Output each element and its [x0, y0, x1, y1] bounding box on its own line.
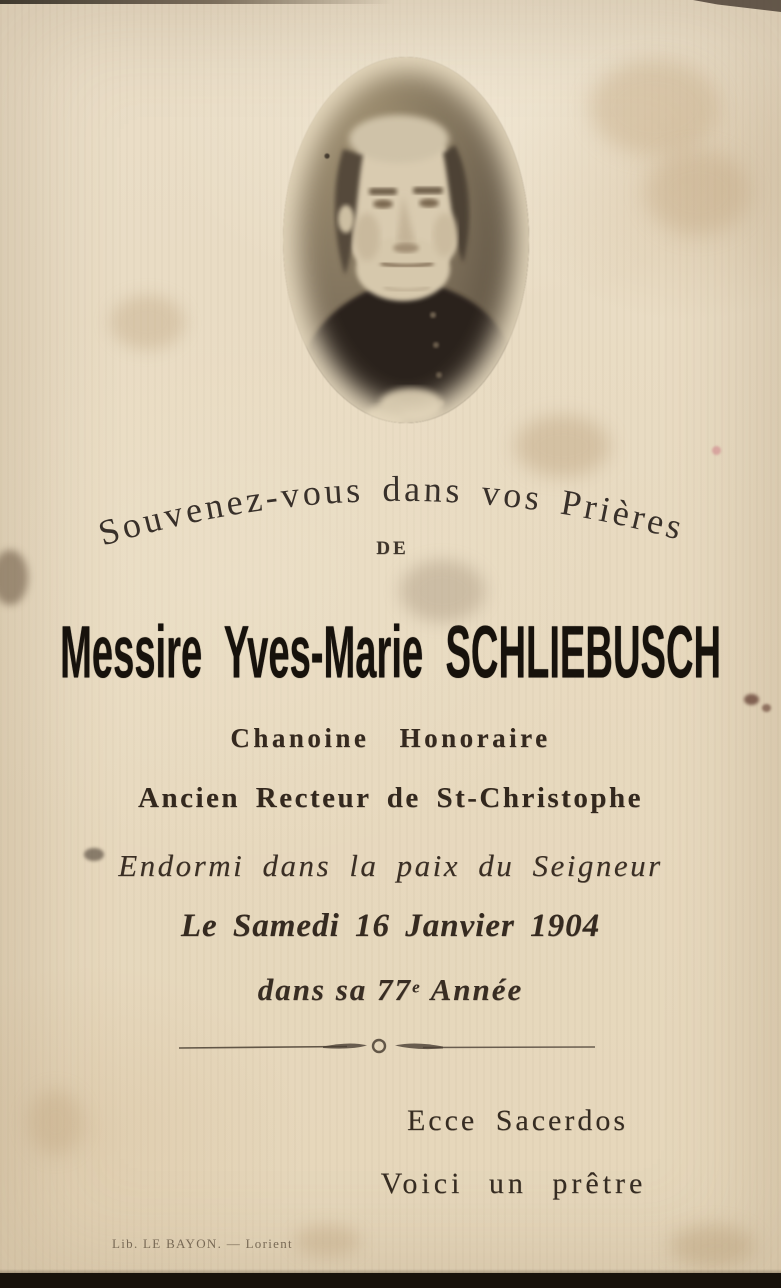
honorific-title-1: Chanoine Honoraire [230, 723, 551, 753]
paper-stain [590, 60, 720, 155]
honorific-title-2: Ancien Recteur de St-Christophe [138, 782, 643, 814]
motto-french: Voici un prêtre [380, 1167, 647, 1200]
age-prefix: dans sa 77 [257, 972, 413, 1007]
paper-stain [28, 1090, 83, 1155]
paper-stain [762, 704, 771, 712]
age-suffix: Année [430, 972, 524, 1007]
obituary-line-1: Endormi dans la paix du Seigneur [118, 848, 663, 883]
age-superscript: e [412, 977, 422, 997]
paper-stain [110, 295, 185, 350]
scan-edge-bottom [0, 1273, 781, 1288]
obituary-age-line [0, 972, 781, 1008]
deceased-name: Messire Yves-Marie SCHLIEBUSCH [60, 611, 721, 695]
motto-latin: Ecce Sacerdos [406, 1104, 629, 1137]
invocation-de-label: DE [376, 538, 409, 559]
priest-portrait-photo [283, 57, 529, 423]
scan-edge-top-right [693, 0, 781, 12]
paper-stain [295, 1225, 360, 1257]
ornamental-divider [175, 1034, 599, 1060]
arc-text-block [0, 440, 781, 615]
paper-stain [670, 1225, 755, 1267]
priest-portrait-drawing [283, 57, 529, 423]
paper-stain [645, 150, 750, 235]
scan-edge-top [0, 0, 392, 4]
obituary-date-line: Le Samedi 16 Janvier 1904 [180, 908, 601, 944]
deceased-name-line [0, 611, 781, 695]
invocation-arc-text: Souvenez-vous dans vos Prières [93, 468, 690, 554]
paper-stain [744, 694, 759, 705]
printer-imprint: Lib. LE BAYON. — Lorient [112, 1236, 293, 1251]
